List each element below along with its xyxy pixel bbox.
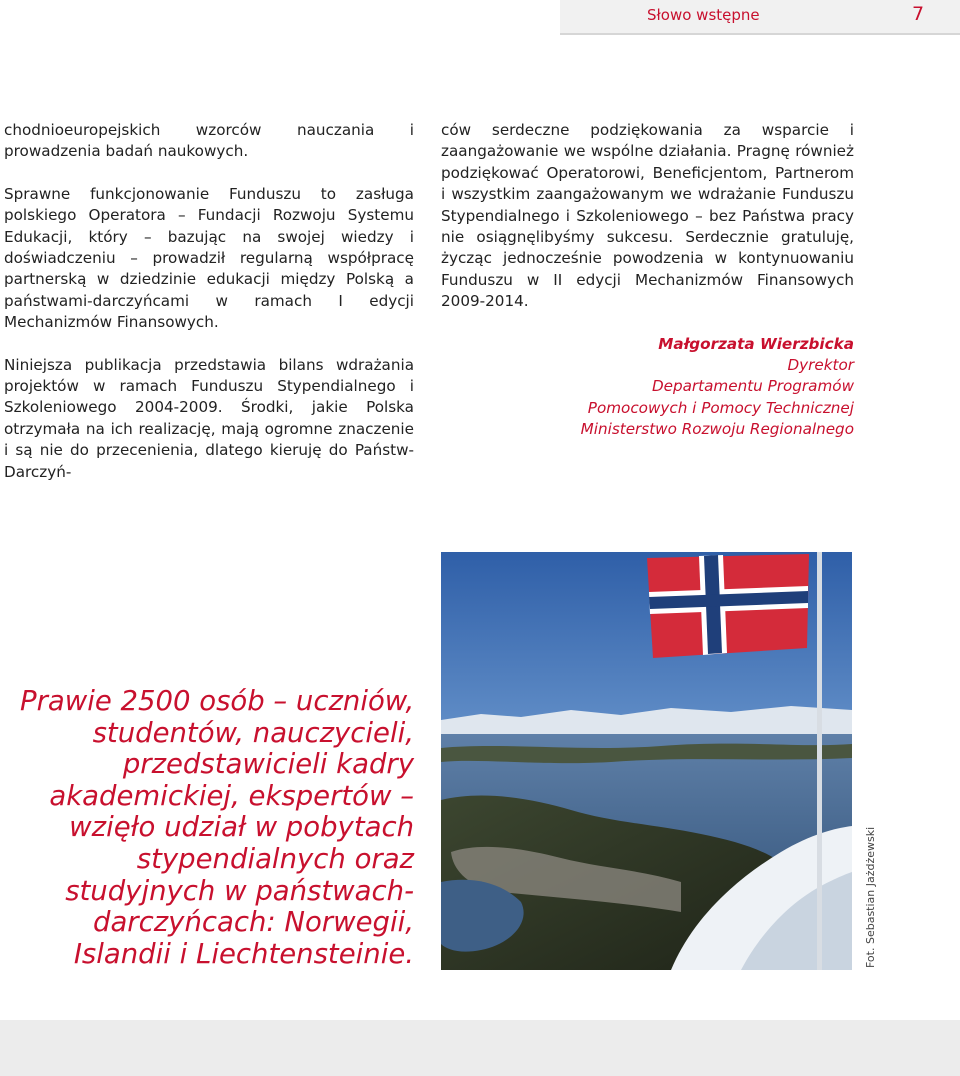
pull-quote-line: studentów, nauczycieli,	[92, 716, 414, 749]
pull-quote-line: Islandii i Liechtensteinie.	[73, 937, 414, 970]
section-title: Słowo wstępne	[647, 6, 760, 24]
page-number: 7	[912, 3, 925, 25]
signature-role: Dyrektor	[787, 356, 854, 375]
signature-line: Departamentu Programów	[651, 377, 854, 396]
fjord-photo	[441, 552, 852, 970]
header-bar	[560, 0, 960, 35]
signature-block	[441, 334, 854, 441]
left-column	[4, 120, 414, 504]
pull-quote-line: przedstawicieli kadry	[122, 748, 414, 781]
paragraph: Sprawne funkcjonowanie Funduszu to zasługa polskiego Operatora – Fundacji Rozwoju Systemu Edukacji, który – bazując na swojej wiedzy i doświadczeniu – prowadził regularną współpracę partnerską w dziedzinie edukacji między Polską a państwami-darczyńcami w ramach I edycji Mechanizmów Finansowych.	[4, 184, 414, 332]
paragraph: chodnioeuropejskich wzorców nauczania i prowadzenia badań naukowych.	[4, 121, 414, 161]
pull-quote	[20, 686, 414, 970]
paragraph: ców serdeczne podziękowania za wsparcie i zaangażowanie we wspólne działania. Pragnę również podziękować Operatorowi, Beneficjentom, Partnerom i wszystkim zaangażowanym we wdrażanie Funduszu Stypendialnego i Szkoleniowego – bez Państwa pracy nie osiągnęlibyśmy sukcesu. Serdecznie gratuluję, życząc jednocześnie powodzenia w kontynuowaniu Funduszu w II edycji Mechanizmów Finansowych 2009-2014.	[441, 121, 854, 311]
signature-name: Małgorzata Wierzbicka	[658, 334, 854, 353]
signature-line: Pomocowych i Pomocy Technicznej	[587, 398, 854, 417]
right-column	[441, 120, 854, 441]
paragraph: Niniejsza publikacja przedstawia bilans wdrażania projektów w ramach Funduszu Stypendialnego i Szkoleniowego 2004-2009. Środki, jakie Polska otrzymała na ich realizację, mają ogromne znaczenie i są nie do przecenienia, dlatego kieruję do Państw-Darczyń-	[4, 355, 414, 481]
pull-quote-line: akademickiej, ekspertów –	[49, 779, 414, 812]
pull-quote-line: stypendialnych oraz	[136, 842, 414, 875]
pull-quote-line: studyjnych w państwach-	[65, 874, 414, 907]
fjord-photo-illustration	[441, 552, 852, 970]
pull-quote-line: darczyńcach: Norwegii,	[93, 906, 414, 939]
signature-line: Ministerstwo Rozwoju Regionalnego	[580, 420, 854, 439]
pull-quote-line: Prawie 2500 osób – uczniów,	[20, 685, 415, 717]
footer-bar	[0, 1020, 960, 1076]
pull-quote-line: wzięło udział w pobytach	[69, 811, 414, 844]
photo-credit: Fot. Sebastian Jażdżewski	[864, 826, 877, 968]
